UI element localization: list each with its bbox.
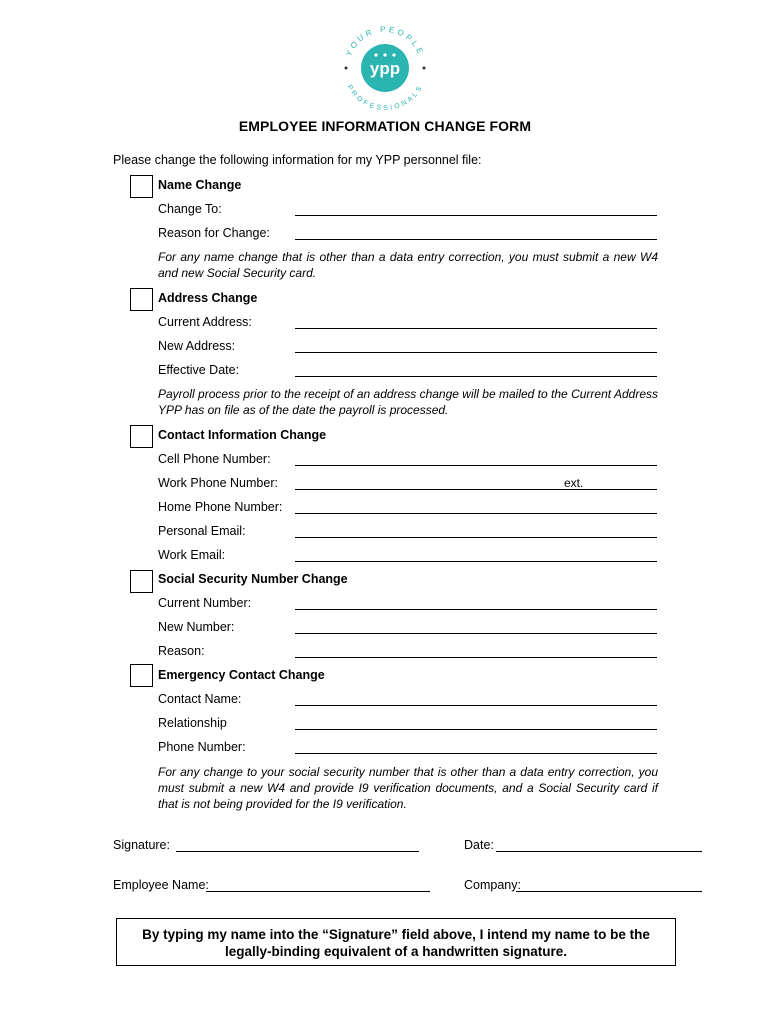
ssn-change-checkbox[interactable] — [130, 570, 153, 593]
name-change-checkbox[interactable] — [130, 175, 153, 198]
personal-email-label: Personal Email: — [158, 524, 246, 538]
contact-change-heading: Contact Information Change — [158, 428, 327, 442]
signature-field[interactable] — [176, 851, 419, 852]
signature-label: Signature: — [113, 838, 170, 852]
current-number-label: Current Number: — [158, 596, 252, 610]
effective-date-label: Effective Date: — [158, 363, 240, 377]
relationship-field[interactable] — [295, 729, 657, 730]
company-label: Company: — [464, 878, 521, 892]
logo-arc-bottom: PROFESSIONALS — [345, 84, 425, 113]
employee-name-field[interactable] — [206, 891, 430, 892]
emergency-phone-label: Phone Number: — [158, 740, 246, 754]
home-phone-label: Home Phone Number: — [158, 500, 283, 514]
cell-phone-label: Cell Phone Number: — [158, 452, 271, 466]
change-to-label: Change To: — [158, 202, 222, 216]
employee-name-label: Employee Name: — [113, 878, 209, 892]
logo-brand: ypp — [369, 59, 401, 78]
legal-notice-box — [116, 918, 676, 966]
reason-for-change-field[interactable] — [295, 239, 657, 240]
logo-arc-top: YOUR PEOPLE — [344, 24, 426, 58]
ssn-change-heading: Social Security Number Change — [158, 572, 348, 586]
legal-notice-text: By typing my name into the “Signature” field above, I intend my name to be the legally-binding equivalent of a handwritten signature. — [142, 927, 650, 959]
emergency-change-heading: Emergency Contact Change — [158, 668, 325, 682]
new-number-label: New Number: — [158, 620, 235, 634]
work-phone-label: Work Phone Number: — [158, 476, 278, 490]
contact-name-label: Contact Name: — [158, 692, 242, 706]
ext-label: ext. — [564, 476, 584, 490]
company-field[interactable] — [516, 891, 702, 892]
work-phone-field[interactable] — [295, 489, 657, 490]
ssn-reason-field[interactable] — [295, 657, 657, 658]
current-address-field[interactable] — [295, 328, 657, 329]
emergency-phone-field[interactable] — [295, 753, 657, 754]
change-to-field[interactable] — [295, 215, 657, 216]
date-field[interactable] — [496, 851, 702, 852]
address-change-note: Payroll process prior to the receipt of an address change will be mailed to the Current Address YPP has on file as of the date the payroll is processed. — [158, 387, 658, 417]
emergency-change-checkbox[interactable] — [130, 664, 153, 687]
date-label: Date: — [464, 838, 494, 852]
cell-phone-field[interactable] — [295, 465, 657, 466]
new-number-field[interactable] — [295, 633, 657, 634]
address-change-checkbox[interactable] — [130, 288, 153, 311]
ssn-reason-label: Reason: — [158, 644, 205, 658]
name-change-heading: Name Change — [158, 178, 242, 192]
personal-email-field[interactable] — [295, 537, 657, 538]
current-number-field[interactable] — [295, 609, 657, 610]
effective-date-field[interactable] — [295, 376, 657, 377]
work-email-field[interactable] — [295, 561, 657, 562]
address-change-heading: Address Change — [158, 291, 258, 305]
ypp-logo — [335, 18, 435, 118]
new-address-label: New Address: — [158, 339, 236, 353]
current-address-label: Current Address: — [158, 315, 252, 329]
name-change-note: For any name change that is other than a data entry correction, you must submit a new W4 and new Social Security card. — [158, 250, 658, 280]
reason-for-change-label: Reason for Change: — [158, 226, 270, 240]
work-email-label: Work Email: — [158, 548, 226, 562]
ssn-change-note: For any change to your social security number that is other than a data entry correction, you must submit a new W4 and provide I9 verification documents, and a Social Security card if that is not being provided for the I9 verification. — [158, 765, 658, 811]
contact-name-field[interactable] — [295, 705, 657, 706]
new-address-field[interactable] — [295, 352, 657, 353]
home-phone-field[interactable] — [295, 513, 657, 514]
contact-change-checkbox[interactable] — [130, 425, 153, 448]
intro-text: Please change the following information for my YPP personnel file: — [113, 153, 482, 167]
relationship-label: Relationship — [158, 716, 227, 730]
form-title: EMPLOYEE INFORMATION CHANGE FORM — [238, 118, 532, 134]
